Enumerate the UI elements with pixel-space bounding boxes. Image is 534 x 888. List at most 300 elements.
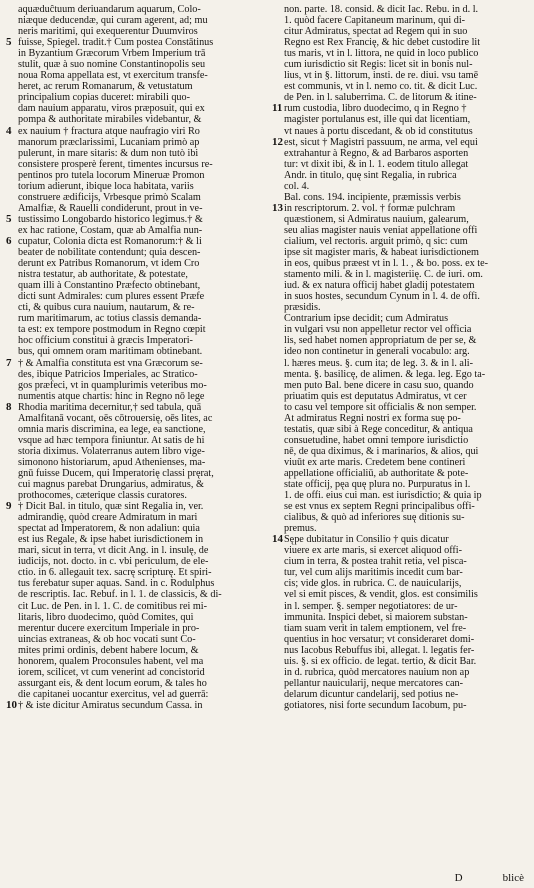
marginal-number: [6, 346, 18, 357]
line-text: in Byzantium Græcorum Vrbem Imperium trā: [18, 48, 206, 60]
text-line: [272, 4, 528, 15]
marginal-number: 8: [6, 400, 12, 413]
line-text: tur: vt dixit ibi, & in l. 1. eodem titulo allegat: [284, 158, 469, 170]
line-text: quam illi à Constantino Præfecto obtinebant,: [18, 280, 201, 292]
text-line: [272, 26, 528, 37]
text-line: [6, 59, 262, 70]
text-line: [6, 335, 262, 346]
marginal-number: [6, 479, 18, 490]
text-line: [272, 225, 528, 236]
text-line: [6, 656, 262, 667]
text-line: [272, 700, 528, 711]
marginal-number: [272, 391, 284, 402]
text-line: [6, 15, 262, 26]
text-line: [272, 346, 528, 357]
text-line: [272, 236, 528, 247]
text-line: [272, 324, 528, 335]
text-line: [272, 302, 528, 313]
marginal-number: [272, 667, 284, 678]
marginal-number: [272, 269, 284, 280]
marginal-number: [272, 148, 284, 159]
line-text: mites primi ordinis, debent habere locum, &: [18, 644, 199, 656]
marginal-number: [272, 114, 284, 125]
marginal-number: [272, 291, 284, 302]
text-line: [272, 678, 528, 689]
line-text: honorem, qualem Proconsules habent, vel ma: [18, 655, 204, 667]
text-line: [272, 48, 528, 59]
text-line: [6, 380, 262, 391]
text-line: [272, 269, 528, 280]
line-text: lius, vt in §. littorum, insti. de re. diui. vsu tamē: [284, 70, 479, 82]
line-text: pentinos pro tutela locorum Mineruæ Promon: [18, 169, 205, 181]
text-line: [272, 126, 528, 137]
marginal-number: [6, 192, 18, 203]
marginal-number: [272, 335, 284, 346]
marginal-number: [272, 26, 284, 37]
line-text: derunt ex Patribus Romanorum, vt idem Cro: [18, 258, 200, 270]
line-text: ta est: ex tempore postmodum in Regno cœpit: [18, 324, 206, 336]
marginal-number: [272, 258, 284, 269]
marginal-number: [6, 324, 18, 335]
line-text: dam nauium apparatu, viros præposuit, qui ex: [18, 103, 205, 115]
line-text: col. 4.: [284, 180, 310, 192]
marginal-number: [6, 556, 18, 567]
text-columns: [6, 4, 528, 711]
line-text: assurgant eis, & dent locum eorum, & tales ho: [18, 677, 207, 689]
marginal-number: [6, 578, 18, 589]
text-line: [6, 203, 262, 214]
text-line: [6, 545, 262, 556]
text-line: [6, 601, 262, 612]
line-text: Rhodia maritima decernitur,† sed tabula, quā: [18, 401, 202, 413]
marginal-number: 10: [6, 698, 17, 711]
marginal-number: [272, 214, 284, 225]
text-line: [6, 103, 262, 114]
line-text: fuisse, Spiegel. tradit.† Cum postea Constātinus: [18, 37, 214, 49]
marginal-number: 14: [272, 533, 283, 546]
text-line: [6, 567, 262, 578]
line-text: tus ferebatur super aquas. Sand. in c. Rodulphus: [18, 578, 215, 590]
text-line: [272, 556, 528, 567]
line-text: litaris, libro duodecimo, quòd Comites, qui: [18, 611, 194, 623]
text-line: [6, 181, 262, 192]
text-line: [6, 391, 262, 402]
text-line: [6, 689, 262, 700]
marginal-number: [6, 413, 18, 424]
text-line: [6, 4, 262, 15]
marginal-number: [6, 313, 18, 324]
marginal-number: [6, 137, 18, 148]
marginal-number: [272, 225, 284, 236]
text-line: [6, 512, 262, 523]
text-line: [6, 313, 262, 324]
line-text: se est vnus ex septem Regni principalibus offi-: [284, 501, 475, 513]
line-text: cialibus, & quò ad inferiores suę ditionis su-: [284, 512, 465, 524]
text-line: [6, 589, 262, 600]
marginal-number: [272, 358, 284, 369]
line-text: 1. quòd facere Capitaneum marinum, qui di-: [284, 15, 466, 27]
marginal-number: [272, 402, 284, 413]
line-text: Contrarium ipse decidit; cum Admiratus: [284, 313, 449, 325]
line-text: tur, vel cum alijs maritimis incedit cum bar-: [284, 567, 463, 579]
marginal-number: [6, 435, 18, 446]
line-text: in eos, quibus præest vt in l. 1. , & bo. poss. ex te-: [284, 258, 489, 270]
text-line: [6, 92, 262, 103]
line-text: ex nauium † fractura atque naufragio viri Ro: [18, 125, 200, 137]
text-line: [6, 258, 262, 269]
text-line: [272, 589, 528, 600]
line-text: de Pen. in l. saluberrima. C. de litorum & itine-: [284, 92, 477, 104]
line-text: gos præfeci, vt in quamplurimis veteribus mo-: [18, 379, 207, 391]
marginal-number: [6, 280, 18, 291]
line-text: At admiratus Regni nostri ex forma suę po-: [284, 412, 461, 424]
line-text: appellatione officialiū, ab authoritate & pote-: [284, 467, 469, 479]
marginal-number: [272, 446, 284, 457]
line-text: ipse sit magister maris, & habeat iurisdictionem: [284, 247, 479, 259]
marginal-number: [6, 457, 18, 468]
line-text: Andr. in titulo, quę sint Regalia, in rubrica: [284, 169, 457, 181]
marginal-number: [272, 37, 284, 48]
line-text: men puto Bal. bene dicere in casu suo, quando: [284, 379, 474, 391]
line-text: torium adierunt, ibique loca habitata, variis: [18, 180, 194, 192]
text-line: [6, 369, 262, 380]
marginal-number: [272, 81, 284, 92]
text-line: [6, 114, 262, 125]
line-text: pompa & authoritate mirabiles videbantur, &: [18, 114, 202, 126]
marginal-number: [272, 578, 284, 589]
line-text: uincias extraneas, & ob hoc vocati sunt Co-: [18, 633, 196, 645]
marginal-number: [6, 380, 18, 391]
line-text: est, sicut † Magistri passuum, ne arma, vel equi: [284, 136, 478, 148]
text-line: [272, 413, 528, 424]
text-line: [272, 159, 528, 170]
text-line: [272, 567, 528, 578]
text-line: [6, 446, 262, 457]
marginal-number: [272, 468, 284, 479]
text-line: [6, 346, 262, 357]
line-text: premus.: [284, 523, 317, 535]
line-text: in l. semper. §. semper negotiatores: de ur-: [284, 600, 458, 612]
marginal-number: [6, 159, 18, 170]
line-text: ideo non continetur in generali vocabulo: arg.: [284, 346, 470, 358]
marginal-number: [6, 4, 18, 15]
marginal-number: [272, 413, 284, 424]
line-text: consistere prosperè ferent, timentes incursus re-: [18, 158, 213, 170]
line-text: Amalfiæ, & Rauelli condiderunt, prout in ve-: [18, 202, 203, 214]
marginal-number: [6, 302, 18, 313]
text-line: [272, 623, 528, 634]
text-line: [272, 70, 528, 81]
line-text: tus maris, vt in l. littora, ne quid in loco publico: [284, 48, 479, 60]
marginal-number: [272, 247, 284, 258]
text-line: [272, 37, 528, 48]
line-text: uis. §. si ex officio. de legat. tertio, & dicit Bar.: [284, 655, 477, 667]
marginal-number: 4: [6, 124, 12, 137]
text-line: [6, 214, 262, 225]
line-text: aquæduĉtuum deriuandarum aquarum, Colo-: [18, 4, 201, 15]
line-text: cum iurisdictio sit Regis: licet sit in bonis nul-: [284, 59, 473, 71]
line-text: hoc officium constitui à græcis Imperatori-: [18, 335, 193, 347]
marginal-number: [272, 645, 284, 656]
text-line: [6, 534, 262, 545]
text-line: [272, 369, 528, 380]
marginal-number: [6, 446, 18, 457]
text-line: [6, 578, 262, 589]
line-text: beater de nobilitate contendunt; quia descen-: [18, 247, 201, 259]
line-text: de rescriptis. Iac. Rebuf. in l. 1. de classicis, & di-: [18, 589, 222, 601]
line-text: cui magnus parebat Drungarius, admiratus, &: [18, 479, 204, 491]
line-text: cit Luc. de Pen. in l. 1. C. de comitibus rei mi-: [18, 600, 208, 612]
marginal-number: [6, 269, 18, 280]
line-text: to casu vel tempore sit officialis & non semper.: [284, 401, 477, 413]
marginal-number: [6, 247, 18, 258]
text-line: [6, 623, 262, 634]
marginal-number: [6, 48, 18, 59]
line-text: † & Amalfia constituta est vna Græcorum se-: [18, 357, 203, 369]
line-text: præsidis.: [284, 302, 321, 314]
text-line: [6, 26, 262, 37]
line-text: delarum dicuntur candelarij, sed potius ne-: [284, 688, 459, 700]
line-text: state officij, pęa quę plura no. Purpuratus in l.: [284, 479, 471, 491]
marginal-number: [6, 103, 18, 114]
line-text: cti, & quibus cura nauium, nautarum, & re-: [18, 302, 195, 314]
marginal-number: [272, 700, 284, 711]
text-line: [272, 358, 528, 369]
marginal-number: [272, 435, 284, 446]
text-line: [272, 689, 528, 700]
line-text: in suos hostes, secundum Cynum in l. 4. de offi.: [284, 291, 480, 303]
line-text: gnū fuisse Ducem, qui Imperatorię classi pręrat,: [18, 467, 214, 479]
line-text: iudicijs, not. docto. in c. vbi periculum, de ele-: [18, 556, 209, 568]
text-line: [6, 247, 262, 258]
marginal-number: [272, 567, 284, 578]
text-line: [272, 645, 528, 656]
line-text: cium in terra, & postea trahit retia, vel pisca-: [284, 556, 467, 568]
text-line: [272, 468, 528, 479]
line-text: vel si emit pisces, & vendit, glos. est consimilis: [284, 589, 478, 601]
text-line: [6, 225, 262, 236]
catchword: blicè: [502, 872, 524, 884]
line-text: Bal. cons. 194. incipiente, præmissis verbis: [284, 191, 461, 203]
marginal-number: [272, 490, 284, 501]
text-line: [6, 358, 262, 369]
text-line: [272, 92, 528, 103]
text-line: [6, 302, 262, 313]
marginal-number: [272, 634, 284, 645]
text-line: [6, 634, 262, 645]
text-line: [272, 291, 528, 302]
line-text: nus Iacobus Rebuffus ibi, allegat. l. legatis fer-: [284, 644, 475, 656]
text-line: [6, 457, 262, 468]
line-text: 1. de offi. eius cui man. est iurisdictio; & quia ip: [284, 490, 482, 502]
marginal-number: [6, 523, 18, 534]
marginal-number: [6, 623, 18, 634]
marginal-number: 5: [6, 36, 12, 49]
line-text: † & iste dicitur Amiratus secundum Cassa. in: [18, 699, 203, 711]
marginal-number: [272, 501, 284, 512]
line-text: magister portulanus est, ille qui dat licentiam,: [284, 114, 471, 126]
line-text: bus, qui omnem oram maritimam obtinebant.: [18, 346, 203, 358]
text-line: [6, 468, 262, 479]
text-line: [272, 612, 528, 623]
text-line: [272, 578, 528, 589]
line-text: mari, sicut in terra, vt dicit Ang. in l. insulę, de: [18, 545, 209, 557]
marginal-number: [6, 634, 18, 645]
marginal-number: [272, 457, 284, 468]
line-text: viuere ex arte maris, si exercet aliquod offi-: [284, 545, 463, 557]
right-column: [272, 4, 528, 711]
text-line: [272, 103, 528, 114]
marginal-number: [6, 656, 18, 667]
text-line: [272, 59, 528, 70]
line-text: des, ibique Patricios Imperiales, ac Stratico-: [18, 368, 198, 380]
text-line: [6, 81, 262, 92]
text-line: [272, 137, 528, 148]
text-line: [272, 258, 528, 269]
text-line: [6, 170, 262, 181]
marginal-number: [6, 645, 18, 656]
line-text: noua Roma appellata est, vt exercitum transfe-: [18, 70, 208, 82]
marginal-number: [272, 170, 284, 181]
marginal-number: [272, 656, 284, 667]
marginal-number: [272, 4, 284, 15]
text-line: [272, 601, 528, 612]
line-text: tiam suam verit in talem emptionem, vel fre-: [284, 622, 467, 634]
marginal-number: [272, 236, 284, 247]
line-text: construere ædificijs, Vrbesque primò Scalam: [18, 191, 201, 203]
text-line: [6, 667, 262, 678]
marginal-number: [6, 258, 18, 269]
marginal-number: [272, 545, 284, 556]
marginal-number: [272, 15, 284, 26]
marginal-number: [6, 335, 18, 346]
marginal-number: [6, 678, 18, 689]
line-text: in vulgari vsu non appelletur rector vel officia: [284, 324, 472, 336]
text-line: [272, 192, 528, 203]
text-line: [6, 700, 262, 711]
marginal-number: [6, 92, 18, 103]
text-line: [6, 424, 262, 435]
text-line: [6, 269, 262, 280]
line-text: stulit, quæ à suo nomine Constantinopolis seu: [18, 59, 206, 71]
line-text: manorum præclarissimi, Lucaniam primò ap: [18, 136, 200, 148]
text-line: [272, 402, 528, 413]
marginal-number: [6, 601, 18, 612]
line-text: quentius in hoc versatur; vt consideraret domi-: [284, 633, 475, 645]
text-line: [6, 280, 262, 291]
line-text: die capitanei uocantur exercitus, vel ad guerrā:: [18, 688, 209, 700]
marginal-number: [6, 545, 18, 556]
line-text: priuatim quis est deputatus Admiratus, vt cer: [284, 390, 467, 402]
marginal-number: [6, 424, 18, 435]
text-line: [272, 457, 528, 468]
marginal-number: [6, 148, 18, 159]
marginal-number: [6, 667, 18, 678]
text-line: [272, 181, 528, 192]
marginal-number: [6, 181, 18, 192]
line-text: rum maritimarum, ac totius classis demanda-: [18, 313, 202, 325]
text-line: [6, 126, 262, 137]
marginal-number: [272, 159, 284, 170]
text-line: [272, 335, 528, 346]
marginal-number: [272, 181, 284, 192]
marginal-number: 5: [6, 212, 12, 225]
text-line: [272, 435, 528, 446]
line-text: seu alias magister nauis veniat appellatione offi: [284, 224, 478, 236]
line-text: in d. rubrica, quòd mercatores nauium non ap: [284, 666, 470, 678]
line-text: citur Admiratus, spectat ad Regem qui in suo: [284, 26, 468, 38]
marginal-number: [272, 369, 284, 380]
text-line: [6, 435, 262, 446]
marginal-number: [272, 70, 284, 81]
text-line: [272, 170, 528, 181]
line-text: niæque deducendæ, qui curam agerent, ad; mu: [18, 15, 208, 27]
text-line: [6, 48, 262, 59]
line-text: admirandię, quòd creare Admiratum in mari: [18, 512, 198, 524]
text-line: [272, 15, 528, 26]
line-text: non. parte. 18. consid. & dicit Iac. Rebu. in d. l.: [284, 4, 479, 15]
text-line: [6, 137, 262, 148]
line-text: prothocomes, cæterique classis curatores.: [18, 490, 187, 502]
line-text: cupatur, Colonia dicta est Romanorum:† & li: [18, 235, 202, 247]
line-text: cialium, vel rectoris. arguit primò, q sic: cum: [284, 235, 468, 247]
text-line: [272, 214, 528, 225]
line-text: vsque ad hæc tempora finiuntur. At satis de hi: [18, 434, 205, 446]
line-text: iorem, scilicet, vt cum venerint ad concistorid: [18, 666, 205, 678]
marginal-number: [6, 291, 18, 302]
text-line: [6, 612, 262, 623]
text-line: [6, 413, 262, 424]
text-line: [6, 192, 262, 203]
line-text: omnia maris discrimina, ea lege, ea sanctione,: [18, 423, 206, 435]
marginal-number: [272, 512, 284, 523]
line-text: storia diximus. Volaterranus autem libro vige-: [18, 445, 205, 457]
marginal-number: [6, 534, 18, 545]
text-line: [272, 280, 528, 291]
marginal-number: 13: [272, 201, 283, 214]
text-line: [272, 523, 528, 534]
text-line: [272, 203, 528, 214]
page-footer: [455, 872, 524, 884]
text-line: [272, 501, 528, 512]
line-text: est ius Regale, & ipse habet iurisdictionem in: [18, 534, 204, 546]
line-text: in rescriptorum. 2. vol. † formæ pulchram: [284, 202, 456, 214]
text-line: [272, 148, 528, 159]
text-line: [272, 545, 528, 556]
marginal-number: 11: [272, 102, 283, 115]
text-line: [272, 81, 528, 92]
line-text: testatis, quæ sibi à Rege conceditur, & antiqua: [284, 423, 473, 435]
marginal-number: [272, 601, 284, 612]
text-line: [272, 391, 528, 402]
text-line: [6, 490, 262, 501]
signature-mark: D: [454, 872, 463, 884]
line-text: immunita. Inspici debet, si maiorem substan-: [284, 611, 468, 623]
line-text: neris maritimi, qui exequerentur Duumviros: [18, 26, 198, 38]
text-line: [6, 37, 262, 48]
line-text: stamento mili. & in l. magisteriię. C. de iuri. om.: [284, 269, 483, 281]
line-text: Sępe dubitatur in Consilio † quis dicatur: [284, 534, 449, 546]
text-line: [272, 479, 528, 490]
text-line: [272, 313, 528, 324]
text-line: [272, 634, 528, 645]
marginal-number: [272, 556, 284, 567]
marginal-number: [272, 313, 284, 324]
line-text: pellantur nauicularij, neque mercatores can-: [284, 677, 464, 689]
line-text: extrahantur à Regno, & ad Barbaros asporten: [284, 147, 469, 159]
line-text: heret, ac rerum Romanarum, & vetustatum: [18, 81, 193, 93]
marginal-number: [272, 689, 284, 700]
